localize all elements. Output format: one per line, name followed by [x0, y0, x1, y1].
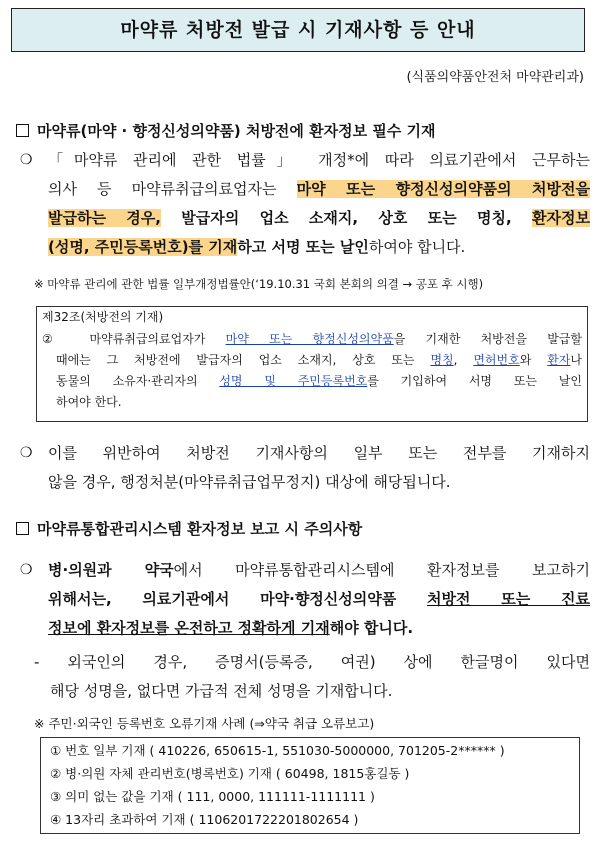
law-line2: 때에는 그 처방전에 발급자의 업소 소재지, 상호 또는 명칭, 면허번호와 환자나	[56, 353, 582, 367]
highlight-text: (성명, 주민등록번호)를 기재	[48, 238, 238, 256]
section2-paragraph1	[26, 556, 590, 643]
section1-paragraph2	[26, 439, 590, 497]
law-line3: 동물의 소유자·관리자의 성명 및 주민등록번호를 기입하여 서명 또는 날인	[56, 374, 582, 388]
s2-para-line3: 정보에 환자정보를 온전하고 정확하게 기재해야 합니다.	[48, 619, 414, 637]
foreigner-note	[34, 648, 590, 706]
example-item: ③ 의미 없는 값을 기재 ( 111, 0000, 111111-1111111 )	[50, 789, 375, 804]
para1-line2: 의사 등 마약류취급의료업자는 마약 또는 향정신성의약품의 처방전을	[48, 180, 590, 198]
checkbox-square-icon	[16, 124, 29, 137]
law-line4: 하여야 한다.	[56, 395, 122, 409]
highlight-text: 마약 또는 향정신성의약품의 처방전을	[296, 180, 590, 198]
example-item: ① 번호 일부 기재 ( 410226, 650615-1, 551030-5000000, 701205-2****** )	[50, 743, 505, 758]
section2-heading-text: 마약류통합관리시스템 환자정보 보고 시 주의사항	[37, 520, 363, 538]
department-label: (식품의약품안전처 마약관리과)	[406, 70, 584, 85]
bullet-icon: ❍	[20, 445, 33, 461]
highlight-text: 발급하는 경우,	[48, 209, 161, 227]
s2-para-line1: 병·의원과 약국에서 마약류통합관리시스템에 환자정보를 보고하기	[48, 561, 590, 579]
para1-line3: 발급하는 경우, 발급자의 업소 소재지, 상호 또는 명칭, 환자정보	[48, 209, 590, 227]
example-note: ※ 주민·외국인 등록번호 오류기재 사례 (⇒약국 취급 오류보고)	[34, 716, 375, 731]
law-amendment-footnote: ※ 마약류 관리에 관한 법률 일부개정법률안(‘19.10.31 국회 본회의 의결 → 공포 후 시행)	[34, 277, 484, 291]
section1-heading	[16, 120, 436, 141]
section2-heading	[16, 518, 362, 539]
bullet-icon: ❍	[20, 562, 33, 578]
highlight-text: 환자정보	[532, 209, 590, 227]
bullet-icon: ❍	[20, 152, 33, 168]
law-line1: ② 마약류취급의료업자가 마약 또는 향정신성의약품을 기재한 처방전을 발급할	[42, 332, 582, 346]
example-item: ② 병·의원 자체 관리번호(병록번호) 기재 ( 60498, 1815홍길동 )	[50, 766, 410, 781]
para1-line4: (성명, 주민등록번호)를 기재하고 서명 또는 날인하여야 합니다.	[48, 238, 466, 256]
page-title: 마약류 처방전 발급 시 기재사항 등 안내	[11, 8, 585, 52]
law-article-body	[42, 329, 582, 413]
para2-line2: 않을 경우, 행정처분(마약류취급업무정지) 대상에 해당됩니다.	[48, 473, 451, 491]
para2-line1: 이를 위반하여 처방전 기재사항의 일부 또는 전부를 기재하지	[48, 444, 590, 462]
example-item: ④ 13자리 초과하여 기재 ( 1106201722201802654 )	[50, 812, 359, 827]
dash-line1: - 외국인의 경우, 증명서(등록증, 여권) 상에 한글명이 있다면	[34, 653, 590, 671]
section1-paragraph1	[26, 146, 590, 262]
dash-line2: 해당 성명을, 없다면 가급적 전체 성명을 기재합니다.	[50, 682, 393, 700]
para1-line1: 「마약류 관리에 관한 법률」 개정*에 따라 의료기관에서 근무하는	[48, 151, 590, 169]
section1-heading-text: 마약류(마약 · 향정신성의약품) 처방전에 환자정보 필수 기재	[37, 122, 436, 140]
law-article-title: 제32조(처방전의 기재)	[42, 310, 164, 324]
checkbox-square-icon	[16, 522, 29, 535]
s2-para-line2: 위해서는, 의료기관에서 마약·향정신성의약품 처방전 또는 진료	[48, 590, 590, 608]
